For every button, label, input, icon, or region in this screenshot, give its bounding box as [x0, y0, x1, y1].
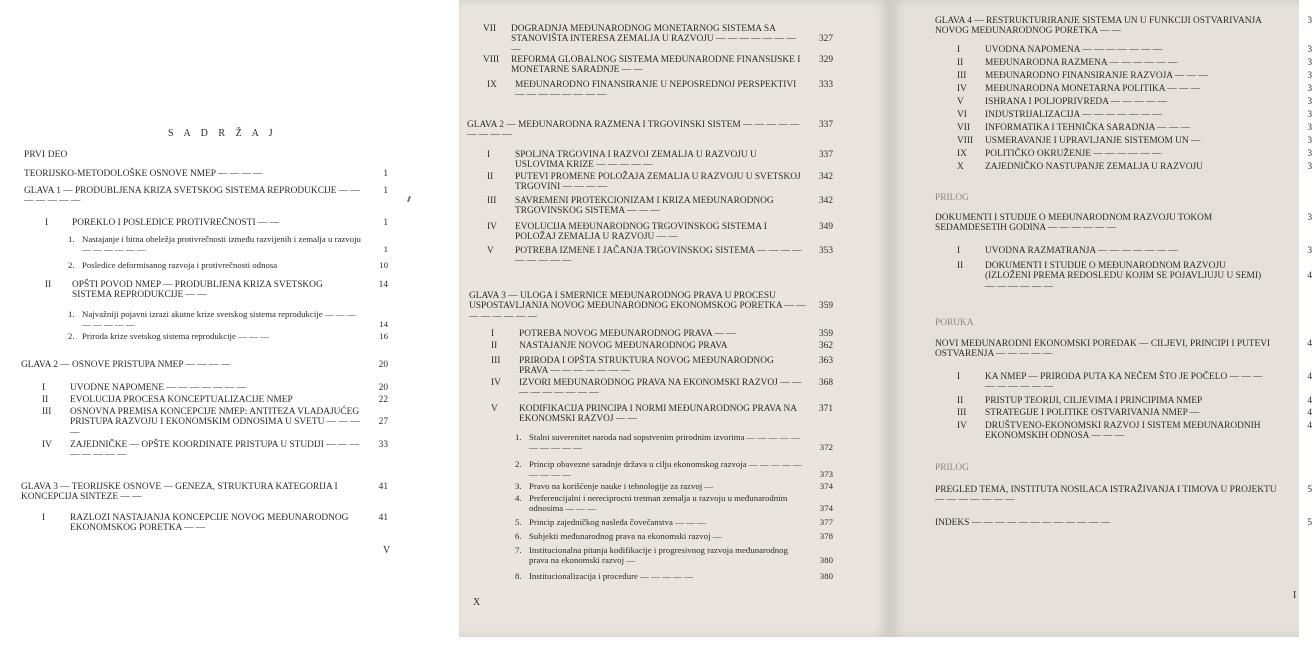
toc-entry-11: EVOLUCIJA PROCESA KONCEPTUALIZACIJE NMEP [70, 395, 293, 405]
entry-number: 5. [515, 517, 522, 527]
entry-number: VIII [483, 55, 500, 65]
page-number: 27 [378, 417, 388, 428]
entry-number: II [957, 58, 964, 68]
entry-number: II [957, 396, 964, 406]
toc-entry-9: GLAVA 2 — OSNOVE PRISTUPA NMEP — — — — [21, 360, 231, 370]
page-number: 342 [818, 196, 833, 206]
page-number: 3 [1307, 136, 1312, 146]
entry-number: IV [957, 421, 967, 431]
entry-number: III [42, 407, 52, 417]
toc-entry-1: GLAVA 4 — RESTRUKTURIRANJE SISTEMA UN U FUNKCIJI OSTVARIVANJA NOVOG MEĐUNARODNOG PORETKA — — [935, 16, 1262, 37]
page-number: 4 [1307, 421, 1312, 431]
entry-number: VII [957, 123, 971, 133]
toc-entry-9: POTREBA IZMENE I JAČANJA TRGOVINSKOG SISTEMA — — — — — — — — — [515, 246, 802, 267]
page-number: 337 [818, 120, 833, 130]
page-number: 3 [1307, 58, 1312, 68]
page-number: 327 [818, 34, 833, 45]
toc-entry-7: Najvažniji pojavni izrazi akutne krize svetskog sistema reprodukcije — — — — — — — — [82, 309, 356, 329]
entry-number: 8. [515, 571, 522, 581]
page-number: 3 [1307, 246, 1312, 256]
toc-entry-10: POLITIČKO OKRUŽENJE — — — — — — [985, 149, 1162, 159]
entry-number: IV [957, 84, 967, 94]
entry-number: I [957, 372, 961, 382]
toc-entry-2: GLAVA 1 — PRODUBLJENA KRIZA SVETSKOG SISTEMA REPRODUKCIJE — — — — — — — [24, 186, 360, 207]
entry-number: V [491, 404, 498, 414]
page-number: 3 [1307, 162, 1312, 172]
toc-entry-8: Priroda krize svetskog sistema reprodukcije — — — [82, 331, 269, 341]
page-number: 3 [1307, 16, 1312, 26]
page-number: 14 [379, 318, 388, 329]
entry-number: 1. [68, 309, 75, 319]
entry-number: 4. [515, 493, 522, 503]
entry-number: 2. [68, 331, 75, 341]
page-number: 3 [1307, 84, 1312, 94]
toc-entry-13: DOKUMENTI I STUDIJE O MEĐUNARODNOM RAZVOJU TOKOM SEDAMDESETIH GODINA — — — — — — [935, 213, 1213, 234]
entry-number: IX [957, 149, 967, 159]
page-footer-number: I [1293, 590, 1297, 601]
toc-entry-18: KA NMEP — PRIRODA PUTA KA NEČEM ŠTO JE POČELO — — — — — — — — — [985, 372, 1263, 393]
page-number: 378 [819, 531, 833, 541]
entry-number: IV [491, 378, 501, 388]
page-number: 41 [378, 482, 388, 492]
entry-number: II [42, 395, 49, 405]
toc-entry-6: PUTEVI PROMENE POLOŽAJA ZEMALJA U RAZVOJU U SVETSKOJ TRGOVINI — — — — [515, 172, 801, 193]
entry-number: III [957, 71, 967, 81]
page-number: 1 [383, 169, 388, 179]
page-number: 374 [819, 481, 833, 491]
page-number: 359 [818, 301, 833, 312]
toc-entry-14: GLAVA 3 — TEORIJSKE OSNOVE — GENEZA, STRUKTURA KATEGORIJA I KONCEPCIJA SINTEZE — — [21, 482, 338, 503]
page-number: 372 [819, 441, 833, 452]
toc-entry-21: Subjekti međunarodnog prava na ekonomski razvoj — [529, 531, 722, 541]
toc-entry-1: TEORIJSKO-METODOLOŠKE OSNOVE NMEP — — — — [24, 169, 263, 179]
page-number: 4 [1307, 408, 1312, 418]
toc-entry-21: DRUŠTVENO-EKONOMSKI RAZVOJ I SISTEM MEĐUNARODNIH EKONOMSKIH ODNOSA — — — [985, 421, 1261, 442]
page-number: 377 [819, 517, 833, 527]
entry-number: I [42, 513, 46, 523]
toc-entry-22: Institucionalna pitanja kodifikacije i progresivnog razvoja međunarodnog prava na ekonomski razvoj — [529, 545, 788, 565]
entry-number: V [957, 97, 964, 107]
page-number: 1 [383, 186, 388, 196]
toc-entry-12: OSNOVNA PREMISA KONCEPCIJE NMEP: ANTITEZA VLADAJUĆEG PRISTUPA RAZVOJU I EKONOMSKIM ODNOSIMA U SVETU — — — — [70, 407, 360, 438]
entry-number: II [45, 280, 52, 290]
entry-number: I [957, 246, 961, 256]
entry-number: I [45, 218, 49, 228]
page-number: 3 [1307, 149, 1312, 159]
toc-entry-7: SAVREMENI PROTEKCIONIZAM I KRIZA MEĐUNARODNOG TRGOVINSKOG SISTEMA — — — [515, 196, 774, 217]
toc-entry-20: STRATEGIJE I POLITIKE OSTVARIVANJA NMEP — [985, 408, 1200, 418]
page-number: 342 [818, 172, 833, 182]
entry-number: III [957, 408, 967, 418]
entry-number: VII [483, 24, 497, 34]
page-number: 3 [1307, 213, 1312, 223]
entry-number: X [957, 162, 964, 172]
page-number: 3 [1307, 123, 1312, 133]
toc-entry-19: Preferencijalni i nereciprocni tretman zemalja u razvoju u međunarodnim odnosima — — — [529, 493, 788, 513]
toc-entry-15: RAZLOZI NASTAJANJA KONCEPCIJE NOVOG MEĐUNARODNOG EKONOMSKOG PORETKA — — [70, 513, 349, 534]
toc-entry-14: IZVORI MEĐUNARODNOG PRAVA NA EKONOMSKI RAZVOJ — — — — — — — — — [519, 378, 802, 399]
right-page [889, 0, 1312, 637]
entry-number: VI [957, 110, 967, 120]
toc-entry-23: PREGLED TEMA, INSTITUTA NOSILACA ISTRAŽIVANJA I TIMOVA U PROJEKTU — — — — — — — [935, 485, 1277, 506]
toc-entry-16: Stalni suverenitet naroda nad sopstvenim prirodnim izvorima — — — — — — — — — — [529, 432, 800, 452]
page-number: 362 [818, 341, 833, 351]
entry-number: I [957, 45, 961, 55]
toc-entry-4: Nastajanje i bitna obeležja protivrečnosti između razvijenih i zemalja u razvoju — — — — — — [82, 234, 361, 254]
entry-number: I [487, 150, 491, 160]
page-number: 4 [1307, 339, 1312, 349]
entry-number: I [42, 383, 46, 393]
page-number: 371 [818, 404, 833, 414]
ink-mark [407, 196, 411, 202]
toc-entry-6: ISHRANA I POLJOPRIVREDA — — — — — [985, 97, 1168, 107]
toc-entry-15: DOKUMENTI I STUDIJE O MEĐUNARODNOM RAZVOJU (IZLOŽENI PREMA REDOSLEDU KOJIM SE POJAVLJUJU U SEMI) — — — — — — [985, 261, 1262, 292]
toc-entry-17: Princip obavezne saradnje država u cilju ekonomskog razvoja — — — — — — — — — [529, 459, 802, 479]
toc-entry-13: ZAJEDNIČKE — OPŠTE KOORDINATE PRISTUPA U STUDIJI — — — — — — — — [70, 440, 359, 461]
entry-number: I [491, 329, 495, 339]
page-number: 20 [378, 360, 388, 370]
page-number: 22 [378, 395, 388, 405]
entry-number: 7. [515, 545, 522, 555]
toc-entry-12: NASTAJANJE NOVOG MEĐUNARODNOG PRAVA [519, 341, 728, 351]
page-gutter [408, 0, 459, 650]
page-number: 368 [818, 378, 833, 388]
toc-entry-8: EVOLUCIJA MEĐUNARODNOG TRGOVINSKOG SISTEMA I POLOŽAJ ZEMALJA U RAZVOJU — — [515, 222, 767, 243]
page-number: 1 [383, 243, 388, 254]
entry-number: 1. [515, 432, 522, 442]
entry-number: 2. [515, 459, 522, 469]
toc-entry-3: MEĐUNARODNO FINANSIRANJE U NEPOSREDNOJ PERSPEKTIVI — — — — — — — — [515, 80, 797, 101]
page-footer-number: X [473, 597, 481, 608]
toc-entry-15: KODIFIKACIJA PRINCIPA I NORMI MEĐUNARODNOG PRAVA NA EKONOMSKI RAZVOJ — — [519, 404, 797, 425]
page-number: 4 [1307, 271, 1312, 282]
page-number: 33 [378, 440, 388, 450]
entry-number: III [491, 356, 501, 366]
page-footer-number: V [383, 545, 391, 556]
toc-entry-4: MEĐUNARODNO FINANSIRANJE RAZVOJA — — — [985, 71, 1208, 81]
page-number: 5 [1307, 485, 1312, 495]
toc-entry-6: OPŠTI POVOD NMEP — PRODUBLJENA KRIZA SVETSKOG SISTEMA REPRODUKCIJE — — [72, 280, 323, 301]
toc-entry-23: Institucionalizacija i procedure — — — — — [529, 571, 693, 581]
page-number: 373 [819, 468, 833, 479]
page-number: 4 [1307, 372, 1312, 382]
toc-entry-10: GLAVA 3 — ULOGA I SMERNICE MEĐUNARODNOG PRAVA U PROCESU USPOSTAVLJANJA NOVOG MEĐUNARODNOG EKONOMSKOG PORETKA — — — — — — — — [469, 291, 806, 322]
page-number: 4 [1307, 396, 1312, 406]
toc-entry-16: PORUKA [935, 318, 974, 328]
toc-entry-5: SPOLJNA TRGOVINA I RAZVOJ ZEMALJA U RAZVOJU U USLOVIMA KRIZE — — — — — [515, 150, 757, 171]
page-number: 333 [818, 80, 833, 90]
page-number: 3 [1307, 97, 1312, 107]
page-number: 41 [378, 513, 388, 523]
toc-entry-20: Princip zajedničkog nasleđa čovečanstva — — — [529, 517, 706, 527]
toc-entry-11: ZAJEDNIČKO NASTUPANJE ZEMALJA U RAZVOJU [985, 162, 1203, 172]
toc-entry-9: USMERAVANJE I UPRAVLJANJE SISTEMOM UN — [985, 136, 1201, 146]
page-number: 380 [819, 571, 833, 581]
toc-entry-3: POREKLO I POSLEDICE PROTIVREČNOSTI — — [72, 218, 280, 228]
page-number: 3 [1307, 45, 1312, 55]
toc-entry-22: PRILOG [935, 463, 969, 473]
entry-number: IX [487, 80, 497, 90]
middle-page [459, 0, 889, 637]
toc-entry-2: REFORMA GLOBALNOG SISTEMA MEĐUNARODNE FINANSIJSKE I MONETARNE SARADNJE — — [511, 55, 801, 76]
toc-entry-24: INDEKS — — — — — — — — — — — — [935, 518, 1110, 528]
page-number: 353 [818, 246, 833, 256]
entry-number: 2. [68, 260, 75, 270]
entry-number: 3. [515, 481, 522, 491]
page-number: 16 [379, 331, 388, 341]
page-number: 3 [1307, 71, 1312, 81]
toc-entry-5: MEĐUNARODNA MONETARNA POLITIKA — — — [985, 84, 1201, 94]
page-number: 20 [378, 383, 388, 393]
toc-entry-12: PRILOG [935, 193, 969, 203]
toc-entry-3: MEĐUNARODNA RAZMENA — — — — — — [985, 58, 1178, 68]
toc-entry-14: UVODNA RAZMATRANJA — — — — — — — [985, 246, 1178, 256]
page-number: 3 [1307, 110, 1312, 120]
entry-number: III [487, 196, 497, 206]
page-number: 363 [818, 356, 833, 366]
toc-entry-11: POTREBA NOVOG MEĐUNARODNOG PRAVA — — [519, 329, 736, 339]
toc-entry-19: PRISTUP TEORIJI, CILJEVIMA I PRINCIPIMA NMEP [985, 396, 1203, 406]
page-number: 1 [383, 218, 388, 228]
toc-entry-4: GLAVA 2 — MEĐUNARODNA RAZMENA I TRGOVINSKI SISTEM — — — — — — — — — [467, 120, 800, 141]
toc-entry-10: UVODNE NAPOMENE — — — — — — — [70, 383, 247, 393]
toc-entry-2: UVODNA NAPOMENA — — — — — — — [985, 45, 1163, 55]
page-number: 329 [818, 55, 833, 65]
entry-number: II [491, 341, 498, 351]
page-number: 380 [819, 554, 833, 565]
page-number: 359 [818, 329, 833, 339]
toc-entry-1: DOGRADNJA MEĐUNARODNOG MONETARNOG SISTEMA SA STANOVIŠTA INTERESA ZEMALJA U RAZVOJU — — — — — — — — [511, 24, 796, 55]
entry-number: 6. [515, 531, 522, 541]
entry-number: 1. [68, 234, 75, 244]
entry-number: VIII [957, 136, 974, 146]
toc-entry-8: INFORMATIKA I TEHNIČKA SARADNJA — — — [985, 123, 1191, 133]
entry-number: IV [487, 222, 497, 232]
part-heading: PRVI DEO [24, 150, 68, 160]
page-number: 10 [379, 260, 388, 270]
toc-entry-7: INDUSTRIJALIZACIJA — — — — — — — [985, 110, 1162, 120]
entry-number: V [487, 246, 494, 256]
toc-entry-17: NOVI MEĐUNARODNI EKONOMSKI POREDAK — CILJEVI, PRINCIPI I PUTEVI OSTVARENJA — — — — — [935, 339, 1271, 360]
entry-number: II [487, 172, 494, 182]
page-number: 14 [378, 280, 388, 290]
toc-entry-13: PRIRODA I OPŠTA STRUKTURA NOVOG MEĐUNARODNOG PRAVA — — — — — — — [519, 356, 774, 377]
entry-number: IV [42, 440, 52, 450]
page-number: 374 [819, 502, 833, 513]
entry-number: II [957, 261, 964, 271]
page-number: 349 [818, 222, 833, 232]
left-page [0, 0, 408, 590]
page-number: 337 [818, 150, 833, 160]
toc-entry-5: Posledice deformisanog razvoja i protivrečnosti odnosa [82, 260, 278, 270]
toc-entry-18: Pravo na korišćenje nauke i tehnologije za razvoj — [529, 481, 714, 491]
page-number: 5 [1307, 518, 1312, 528]
toc-title: S A D R Ž A J [168, 128, 277, 139]
